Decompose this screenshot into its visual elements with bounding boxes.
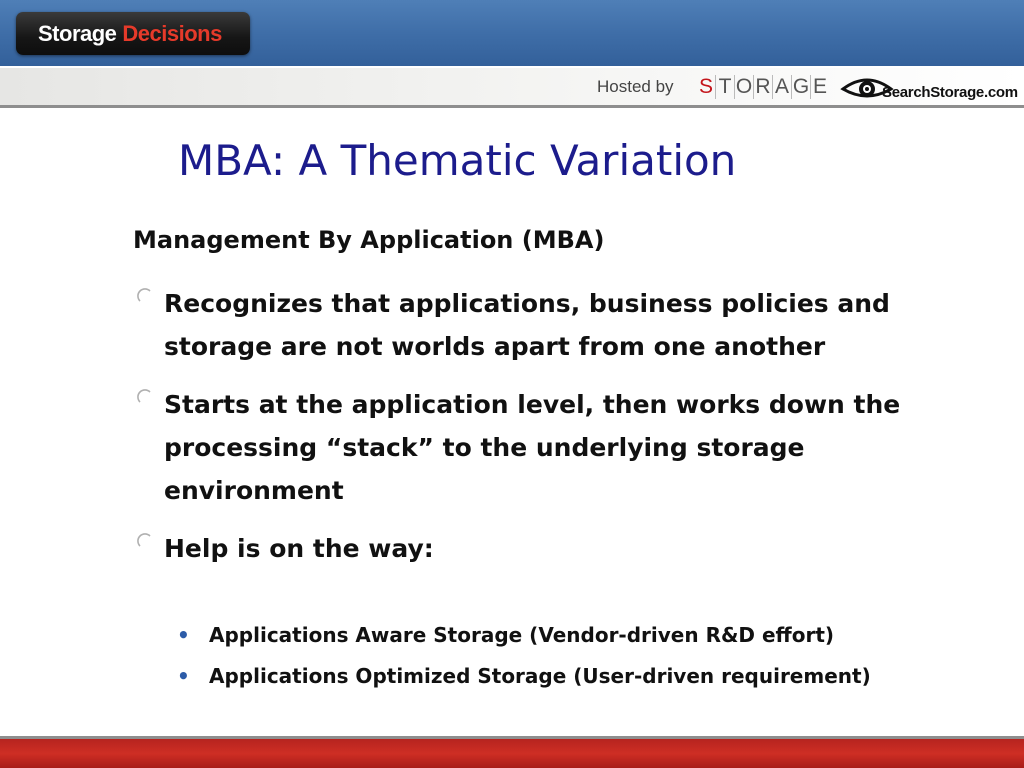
circle-arc-bullet-icon (137, 288, 153, 304)
storage-letter: R (753, 75, 772, 99)
slide-title: MBA: A Thematic Variation (178, 136, 737, 185)
searchstorage-text: SearchStorage.com (882, 83, 1018, 101)
bullet-text: Help is on the way: (164, 534, 434, 563)
bullet-text: Recognizes that applications, business policies and storage are not worlds apart from one another (164, 289, 890, 361)
sub-bullet-text: Applications Optimized Storage (User-driven requirement) (209, 664, 871, 688)
storage-letter: G (792, 75, 810, 98)
storage-magazine-logo (697, 74, 829, 100)
searchstorage-logo (840, 73, 1018, 105)
header-band (0, 0, 1024, 66)
sub-bullet-list (175, 620, 975, 702)
storage-decisions-logo (16, 12, 250, 55)
sub-bullet-item (175, 661, 975, 691)
bullet-item (133, 282, 953, 368)
dot-bullet-icon: • (177, 623, 190, 647)
hosted-by-band (0, 66, 1024, 108)
bullet-item (133, 527, 953, 570)
sub-bullet-text: Applications Aware Storage (Vendor-driven R&D effort) (209, 623, 835, 647)
circle-arc-bullet-icon (137, 389, 153, 405)
slide-subhead: Management By Application (MBA) (133, 226, 605, 254)
dot-bullet-icon: • (177, 664, 190, 688)
logo-word-decisions: Decisions (122, 20, 222, 46)
storage-letter: A (772, 75, 791, 99)
circle-arc-bullet-icon (137, 533, 153, 549)
storage-letter: S (698, 75, 713, 98)
bullet-text: Starts at the application level, then works down the processing “stack” to the underlying storage environment (164, 390, 901, 505)
bullet-item (133, 383, 953, 512)
bullet-list (133, 282, 953, 585)
storage-letter: E (810, 75, 829, 99)
sub-bullet-item (175, 620, 975, 650)
logo-word-storage: Storage (38, 20, 117, 46)
storage-letter: T (715, 75, 734, 99)
footer-band (0, 739, 1024, 768)
hosted-by-label: Hosted by (597, 77, 674, 96)
storage-letter: O (735, 75, 753, 98)
